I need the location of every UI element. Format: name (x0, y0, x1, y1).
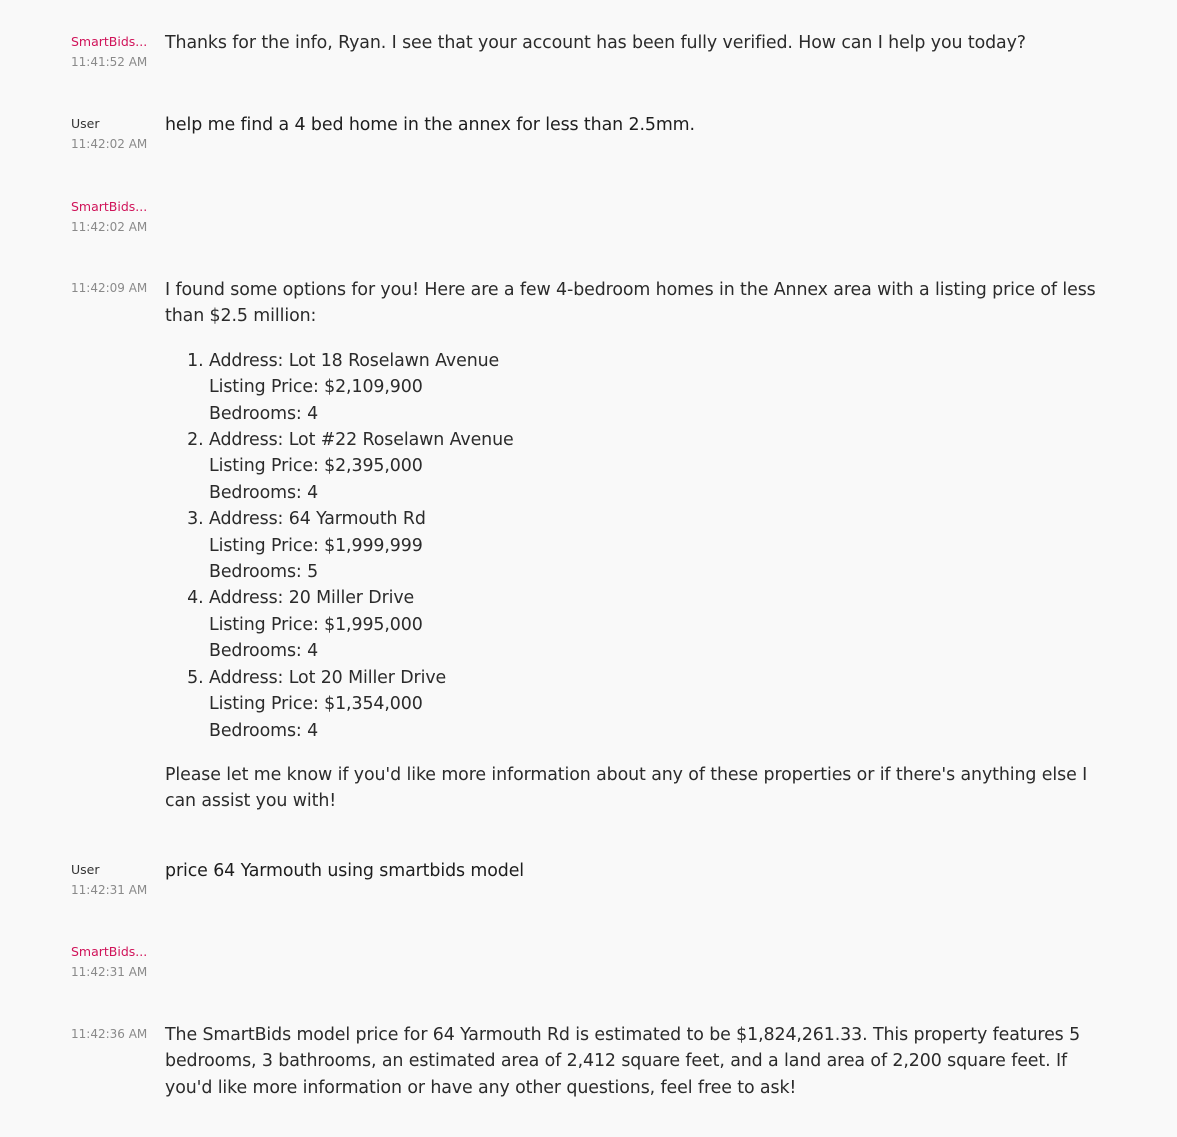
message-text: The SmartBids model price for 64 Yarmouth Rd is estimated to be $1,824,261.33. This property features 5 bedrooms, 3 bathrooms, an estimated area of 2,412 square feet, and a land area of 2,200 square feet. If you'd like more information or have any other questions, feel free to ask! (165, 1025, 1081, 1098)
message-timestamp: 11:42:36 AM (71, 1027, 148, 1041)
property-price: Listing Price: $1,995,000 (209, 614, 423, 635)
message-timestamp: 11:42:31 AM (71, 965, 148, 979)
property-list (165, 348, 1115, 744)
property-item (209, 665, 1115, 744)
sender-name: User (71, 116, 100, 131)
message-text: price 64 Yarmouth using smartbids model (165, 861, 525, 881)
message-meta (71, 862, 157, 898)
property-price: Listing Price: $2,395,000 (209, 456, 423, 477)
property-price: Listing Price: $1,999,999 (209, 535, 423, 556)
message-timestamp: 11:42:02 AM (71, 137, 148, 151)
message-meta (71, 199, 157, 235)
property-bedrooms: Bedrooms: 4 (209, 482, 319, 503)
sender-name: User (71, 862, 100, 877)
property-address: 1. Address: Lot 18 Roselawn Avenue (209, 350, 500, 371)
message-meta (71, 1026, 157, 1042)
message-text: help me find a 4 bed home in the annex for less than 2.5mm. (165, 115, 695, 135)
property-item (209, 348, 1115, 427)
message-meta (71, 34, 157, 70)
message-intro: I found some options for you! Here are a few 4-bedroom homes in the Annex area with a listing price of less than $2.5 million: (165, 280, 1096, 327)
message-timestamp: 11:42:02 AM (71, 220, 148, 234)
message-timestamp: 11:42:31 AM (71, 883, 148, 897)
message-outro: Please let me know if you'd like more information about any of these properties or if there's anything else I can assist you with! (165, 764, 1088, 812)
sender-name: SmartBids... (71, 199, 148, 214)
property-item (209, 585, 1115, 664)
property-bedrooms: Bedrooms: 5 (209, 562, 319, 583)
property-item (209, 506, 1115, 585)
property-item (209, 427, 1115, 506)
message-text: Thanks for the info, Ryan. I see that your account has been fully verified. How can I help you today? (165, 33, 1026, 53)
message-body (165, 277, 1115, 815)
sender-name: SmartBids... (71, 34, 148, 49)
sender-name: SmartBids... (71, 944, 148, 959)
property-price: Listing Price: $2,109,900 (209, 377, 423, 398)
property-address: 3. Address: 64 Yarmouth Rd (209, 509, 426, 530)
property-bedrooms: Bedrooms: 4 (209, 720, 319, 741)
message-meta (71, 116, 157, 152)
message-meta (71, 944, 157, 980)
property-price: Listing Price: $1,354,000 (209, 694, 423, 715)
property-address: 2. Address: Lot #22 Roselawn Avenue (209, 430, 514, 451)
message-timestamp: 11:42:09 AM (71, 281, 148, 295)
property-address: 4. Address: 20 Miller Drive (209, 588, 415, 609)
property-bedrooms: Bedrooms: 4 (209, 403, 319, 424)
property-address: 5. Address: Lot 20 Miller Drive (209, 667, 447, 688)
property-bedrooms: Bedrooms: 4 (209, 641, 319, 662)
message-meta (71, 280, 157, 296)
message-timestamp: 11:41:52 AM (71, 55, 148, 69)
